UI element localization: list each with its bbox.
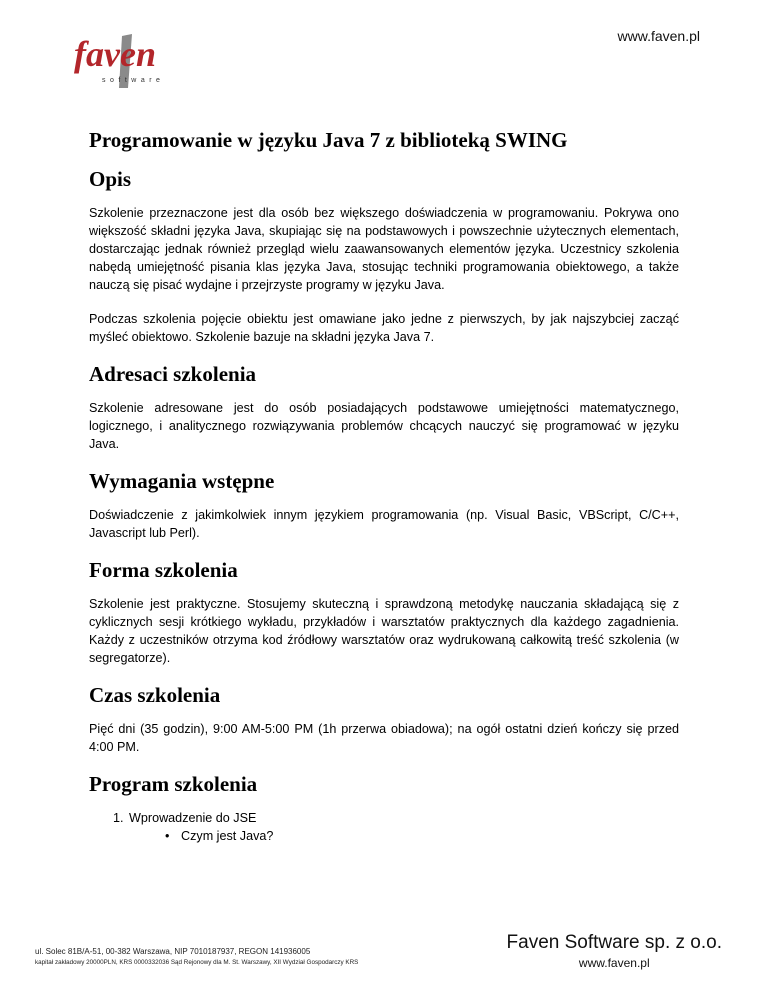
- footer-address: ul. Solec 81B/A-51, 00-382 Warszawa, NIP 7010187937, REGON 141936005: [35, 947, 311, 956]
- wymagania-paragraph: Doświadczenie z jakimkolwiek innym językiem programowania (np. Visual Basic, VBScript, C/C++, Javascript lub Perl).: [89, 508, 679, 540]
- section-heading-czas: Czas szkolenia: [89, 683, 221, 707]
- section-adresaci: [89, 362, 679, 453]
- logo-text: faven: [74, 34, 156, 74]
- sublist-item-label: Czym jest Java?: [181, 829, 274, 843]
- section-wymagania: [89, 469, 679, 542]
- section-forma: [89, 558, 679, 667]
- list-item-label: Wprowadzenie do JSE: [129, 811, 257, 825]
- section-program: [89, 772, 679, 845]
- adresaci-paragraph: Szkolenie adresowane jest do osób posiadających podstawowe umiejętności matematycznego, logicznego, i analitycznego rozwiązywania problemów chcących nauczyć się programować w języku Java.: [89, 401, 679, 451]
- document-title: Programowanie w języku Java 7 z biblioteką SWING: [89, 128, 568, 152]
- footer-website: www.faven.pl: [578, 956, 650, 970]
- section-czas: [89, 683, 679, 756]
- section-heading-wymagania: Wymagania wstępne: [89, 469, 275, 493]
- header-website: www.faven.pl: [617, 28, 700, 44]
- czas-paragraph: Pięć dni (35 godzin), 9:00 AM-5:00 PM (1h przerwa obiadowa); na ogół ostatni dzień kończy się przed 4:00 PM.: [89, 722, 679, 754]
- footer-company-name: Faven Software sp. z o.o.: [506, 932, 722, 953]
- opis-paragraph-2: Podczas szkolenia pojęcie obiektu jest omawiane jako jedne z pierwszych, by jak najszybciej zacząć myśleć obiektowo. Szkolenie bazuje na składni języka Java 7.: [89, 312, 679, 344]
- document-body: [89, 128, 679, 855]
- section-opis: [89, 167, 679, 346]
- section-heading-adresaci: Adresaci szkolenia: [89, 362, 257, 386]
- section-heading-forma: Forma szkolenia: [89, 558, 238, 582]
- footer-legal: [35, 946, 358, 968]
- section-heading-opis: Opis: [89, 167, 132, 191]
- program-list: [89, 809, 679, 845]
- sublist-item: [113, 827, 679, 845]
- footer-registry: kapitał zakładowy 20000PLN, KRS 0000332036 Sąd Rejonowy dla M. St. Warszawy, XII Wydział Gospodarczy KRS: [35, 959, 359, 966]
- opis-paragraph-1: Szkolenie przeznaczone jest dla osób bez większego doświadczenia w programowaniu. Pokrywa ono większość składni języka Java, skupiając się na podstawowych i powszechnie użytecznych elementach, dostarczając jednak również przegląd wielu zaawansowanych elementów języka. Uczestnicy szkolenia nabędą umiejętność pisania klas języka Java, stosując techniki programowania obiektowego, a także nauczą się pisać wydajne i przejrzyste programy w języku Java.: [89, 206, 679, 292]
- forma-paragraph: Szkolenie jest praktyczne. Stosujemy skuteczną i sprawdzoną metodykę nauczania składającą się z cyklicznych sesji krótkiego wykładu, przykładów i warsztatów praktycznych dla każdego zagadnienia. Każdy z uczestników otrzyma kod źródłowy warsztatów oraz wydrukowaną całkowitą treść szkolenia (w segregatorze).: [89, 597, 679, 665]
- list-item-number: 1.: [113, 811, 124, 825]
- faven-logo: [72, 26, 182, 92]
- logo-subtext: software: [102, 77, 165, 84]
- bullet-icon: •: [165, 829, 170, 843]
- list-item: [113, 809, 679, 827]
- footer-brand: [507, 932, 722, 970]
- section-heading-program: Program szkolenia: [89, 772, 258, 796]
